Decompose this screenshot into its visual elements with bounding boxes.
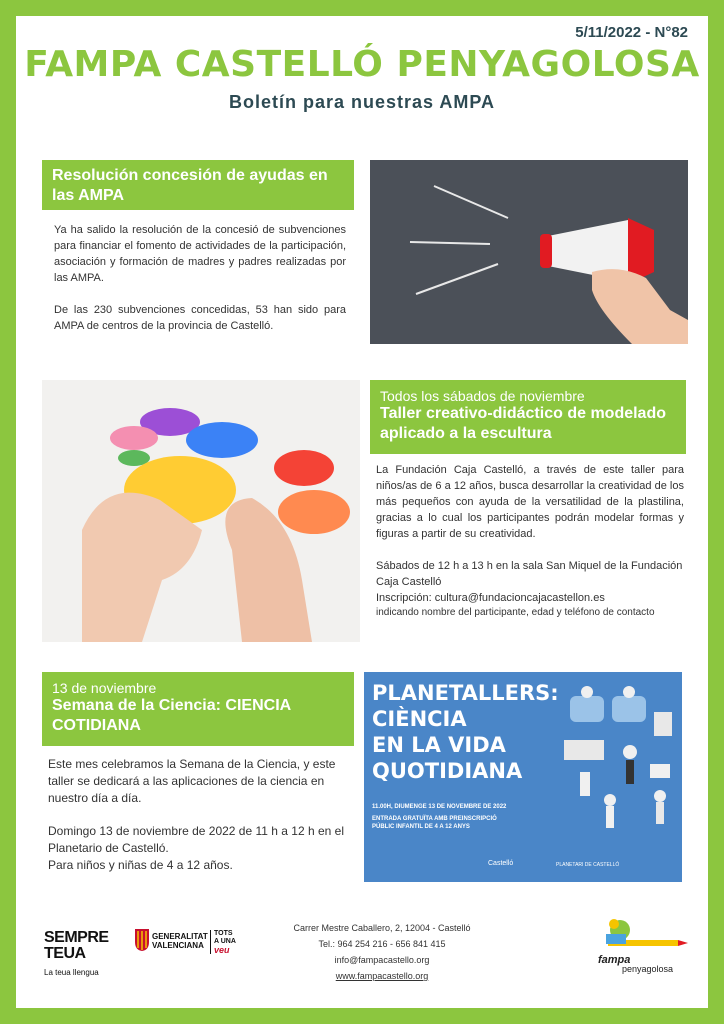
planetallers-poster: [364, 672, 682, 882]
robots-illustration: [560, 682, 678, 832]
article3-paragraph: Domingo 13 de noviembre de 2022 de 11 h a 12 h en el Planetario de Castelló.: [48, 824, 344, 855]
article1-paragraph: Ya ha salido la resolución de la concesió de subvenciones para financiar el fomento de actividades de la participación, asociación y formación de madres y padres realizadas por las AMPA.: [54, 224, 346, 284]
article2-paragraph: La Fundación Caja Castelló, a través de este taller para niños/as de 6 a 12 años, busca desarrollar la creatividad de los más pequeños con ayuda de la versatilidad de la plastilina, gracias a lo cual los participantes podrán modelar formas y figuras a partir de su creatividad.: [376, 464, 684, 540]
article2-body: [376, 462, 684, 620]
poster-audience: PÚBLIC INFANTIL DE 4 A 12 ANYS: [372, 824, 470, 830]
poster-title: [372, 680, 559, 784]
fampa-logo-sub: penyagolosa: [622, 964, 674, 974]
article2-schedule: Sábados de 12 h a 13 h en la sala San Miquel de la Fundación Caja Castelló: [376, 560, 683, 588]
article2-kicker: Todos los sábados de noviembre: [380, 388, 585, 404]
poster-title-line: CIÈNCIA: [372, 707, 467, 731]
article3-body: [48, 756, 354, 874]
clay-image: [42, 380, 360, 642]
poster-title-line: EN LA VIDA: [372, 733, 506, 757]
fampa-pencil-icon: [592, 914, 692, 958]
issue-number: 5/11/2022 - N°82: [575, 24, 688, 41]
article1-body: [54, 222, 346, 350]
gva-text: [152, 932, 208, 950]
megaphone-image: [370, 160, 688, 344]
fampa-logo-word: fampa: [598, 954, 631, 966]
sempre-logo-tag: La teua llengua: [44, 968, 99, 977]
article3-paragraph: Para niños y niñas de 4 a 12 años.: [48, 858, 233, 872]
sempre-teua-logo: [44, 930, 109, 981]
article2-registration: Inscripción: cultura@fundacioncajacastellon.es: [376, 592, 605, 604]
tots-line: TOTS: [214, 930, 233, 937]
article1-heading-box: [42, 160, 354, 210]
article1-paragraph: De las 230 subvenciones concedidas, 53 han sido para AMPA de centros de la provincia de Castelló.: [54, 304, 346, 332]
sempre-logo-line: TEUA: [44, 945, 86, 962]
gva-shield-icon: [134, 928, 150, 952]
footer-email[interactable]: info@fampacastello.org: [334, 955, 430, 965]
tots-line: A UNA: [214, 938, 236, 945]
page-title: FAMPA CASTELLÓ PENYAGOLOSA: [24, 44, 700, 85]
poster-logo-planetari: PLANETARI DE CASTELLÓ: [556, 862, 620, 868]
poster-logo-castello: Castelló: [488, 860, 514, 867]
poster-entry: ENTRADA GRATUÏTA AMB PREINSCRIPCIÓ: [372, 816, 497, 822]
generalitat-logo: [134, 926, 236, 966]
gva-text-line: GENERALITAT: [152, 932, 208, 941]
article3-kicker: 13 de noviembre: [52, 680, 157, 696]
page-subtitle: Boletín para nuestras AMPA: [228, 92, 496, 112]
article2-heading: Taller creativo-didáctico de modelado aplicado a la escultura: [380, 405, 666, 442]
footer-phone: Tel.: 964 254 216 - 656 841 415: [318, 939, 446, 949]
article2-heading-box: [370, 380, 686, 454]
article3-paragraph: Este mes celebramos la Semana de la Ciencia, y este taller se dedicará a las aplicaciones de la ciencia en nuestro día a día.: [48, 757, 336, 805]
poster-title-line: QUOTIDIANA: [372, 759, 523, 783]
poster-date: 11.00H, DIUMENGE 13 DE NOVEMBRE DE 2022: [372, 804, 507, 810]
footer-website-link[interactable]: www.fampacastello.org: [335, 971, 429, 981]
footer-address: Carrer Mestre Caballero, 2, 12004 - Castelló: [293, 923, 471, 933]
poster-title-line: PLANETALLERS:: [372, 681, 559, 705]
article2-note: indicando nombre del participante, edad y teléfono de contacto: [376, 607, 655, 618]
tots-a-una-veu: [210, 930, 236, 954]
article3-heading-box: [42, 672, 354, 746]
sempre-logo-line: SEMPRE: [44, 929, 109, 946]
footer-contact: [260, 920, 504, 984]
gva-text-line: VALENCIANA: [152, 941, 204, 950]
tots-line: veu: [214, 945, 230, 955]
article3-heading: Semana de la Ciencia: CIENCIA COTIDIANA: [52, 697, 291, 734]
article1-heading: Resolución concesión de ayudas en las AMPA: [52, 167, 328, 204]
fampa-logo: [592, 914, 692, 976]
